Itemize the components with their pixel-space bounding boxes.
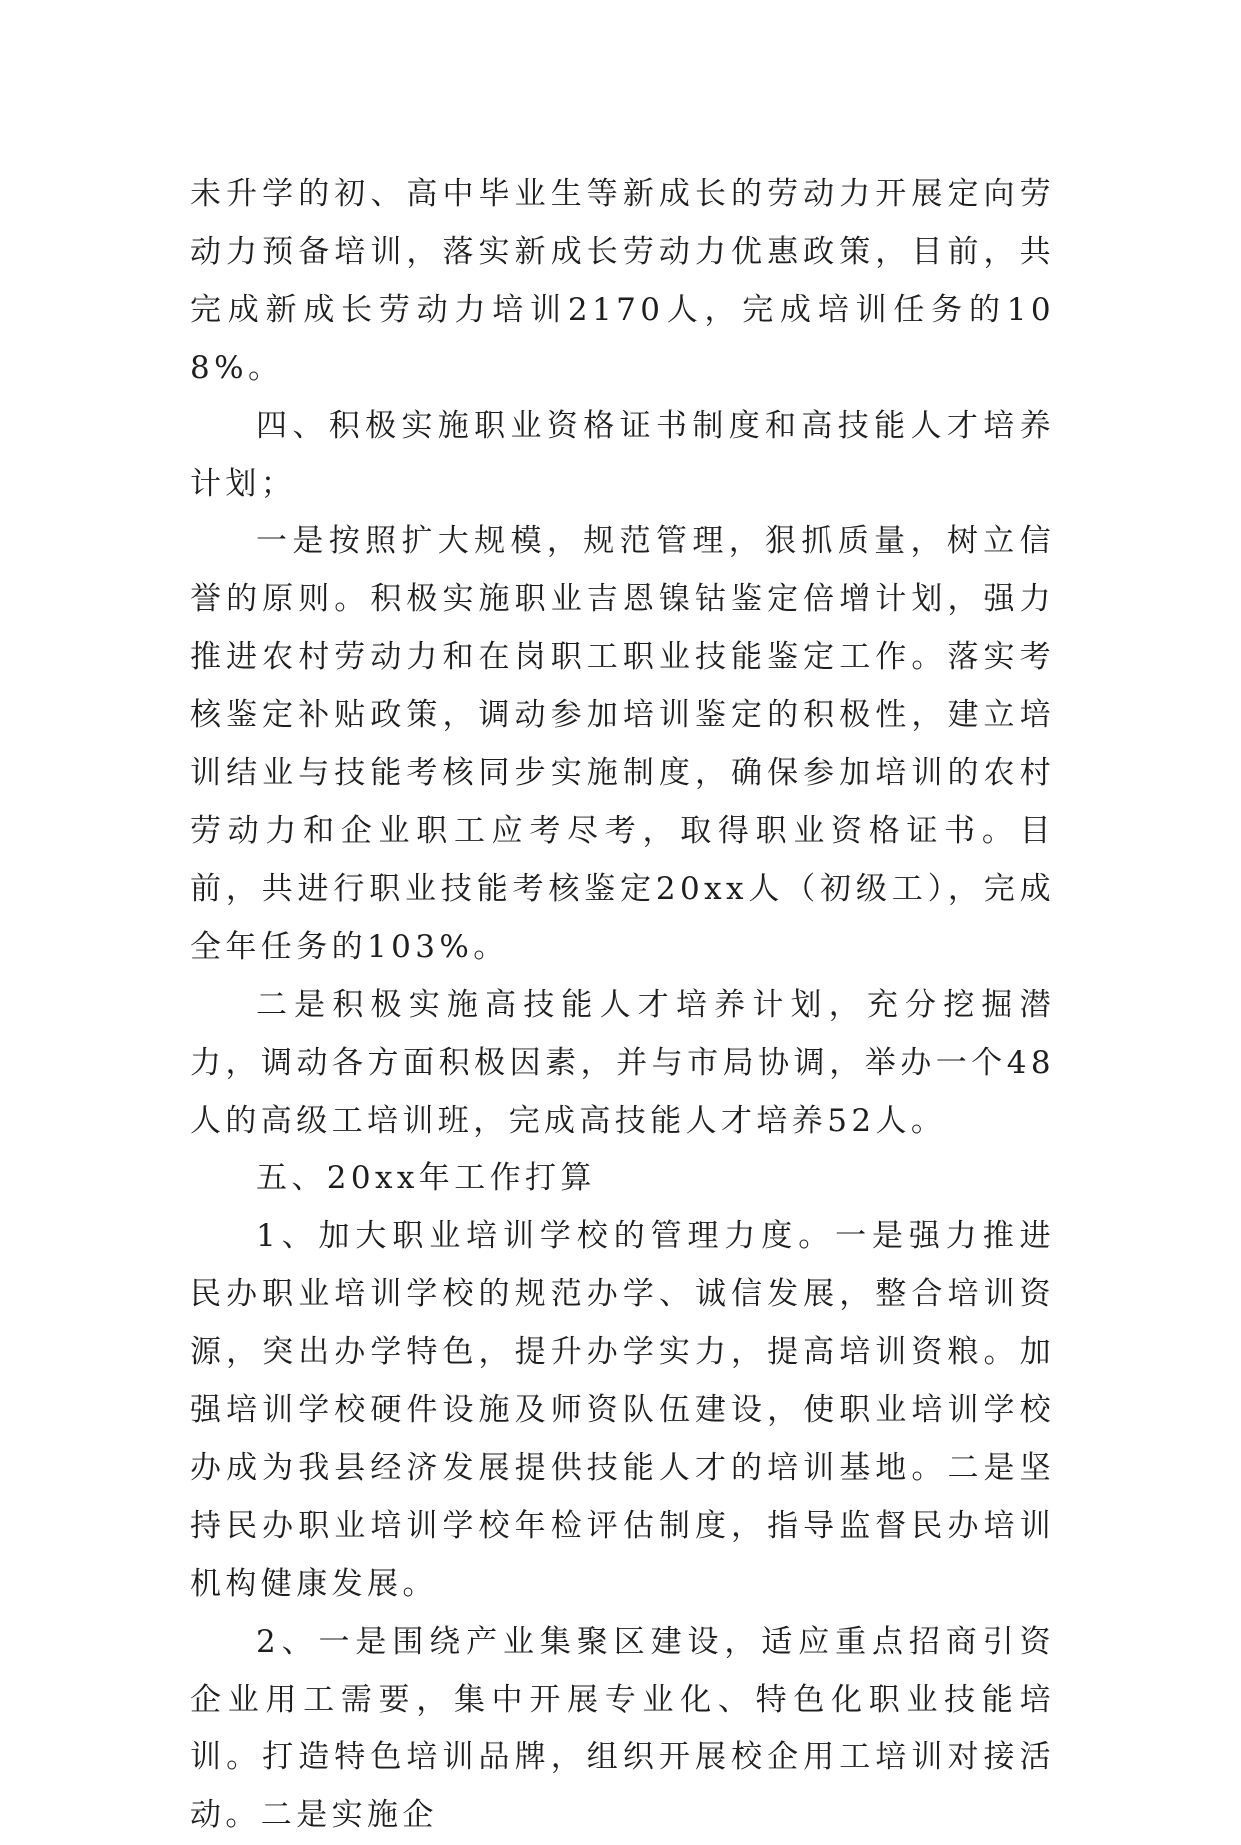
document-body [190, 166, 1055, 1845]
heading-section-four: 四、积极实施职业资格证书制度和高技能人才培养计划； [190, 407, 1055, 502]
paragraph-training-summary: 未升学的初、高中毕业生等新成长的劳动力开展定向劳动力预备培训，落实新成长劳动力优惠政策，目前，共完成新成长劳动力培训2170人，完成培训任务的108%。 [190, 176, 1055, 386]
paragraph-high-skill-talent: 二是积极实施高技能人才培养计划，充分挖掘潜力，调动各方面积极因素，并与市局协调，举办一个48人的高级工培训班，完成高技能人才培养52人。 [190, 986, 1055, 1139]
paragraph-plan-item-two: 2、一是围绕产业集聚区建设，适应重点招商引资企业用工需要，集中开展专业化、特色化职业技能培训。打造特色培训品牌，组织开展校企用工培训对接活动。二是实施企 [190, 1623, 1055, 1834]
paragraph-skill-appraisal: 一是按照扩大规模，规范管理，狠抓质量，树立信誉的原则。积极实施职业吉恩镍钴鉴定倍增计划，强力推进农村劳动力和在岗职工职业技能鉴定工作。落实考核鉴定补贴政策，调动参加培训鉴定的积极性，建立培训结业与技能考核同步实施制度，确保参加培训的农村劳动力和企业职工应考尽考，取得职业资格证书。目前，共进行职业技能考核鉴定20xx人（初级工），完成全年任务的103%。 [190, 523, 1055, 965]
paragraph-plan-item-one: 1、加大职业培训学校的管理力度。一是强力推进民办职业培训学校的规范办学、诚信发展，整合培训资源，突出办学特色，提升办学实力，提高培训资粮。加强培训学校硬件设施及师资队伍建设，使职业培训学校办成为我县经济发展提供技能人才的培训基地。二是坚持民办职业培训学校年检评估制度，指导监督民办培训机构健康发展。 [190, 1218, 1055, 1602]
heading-section-five: 五、20xx年工作打算 [256, 1160, 596, 1197]
